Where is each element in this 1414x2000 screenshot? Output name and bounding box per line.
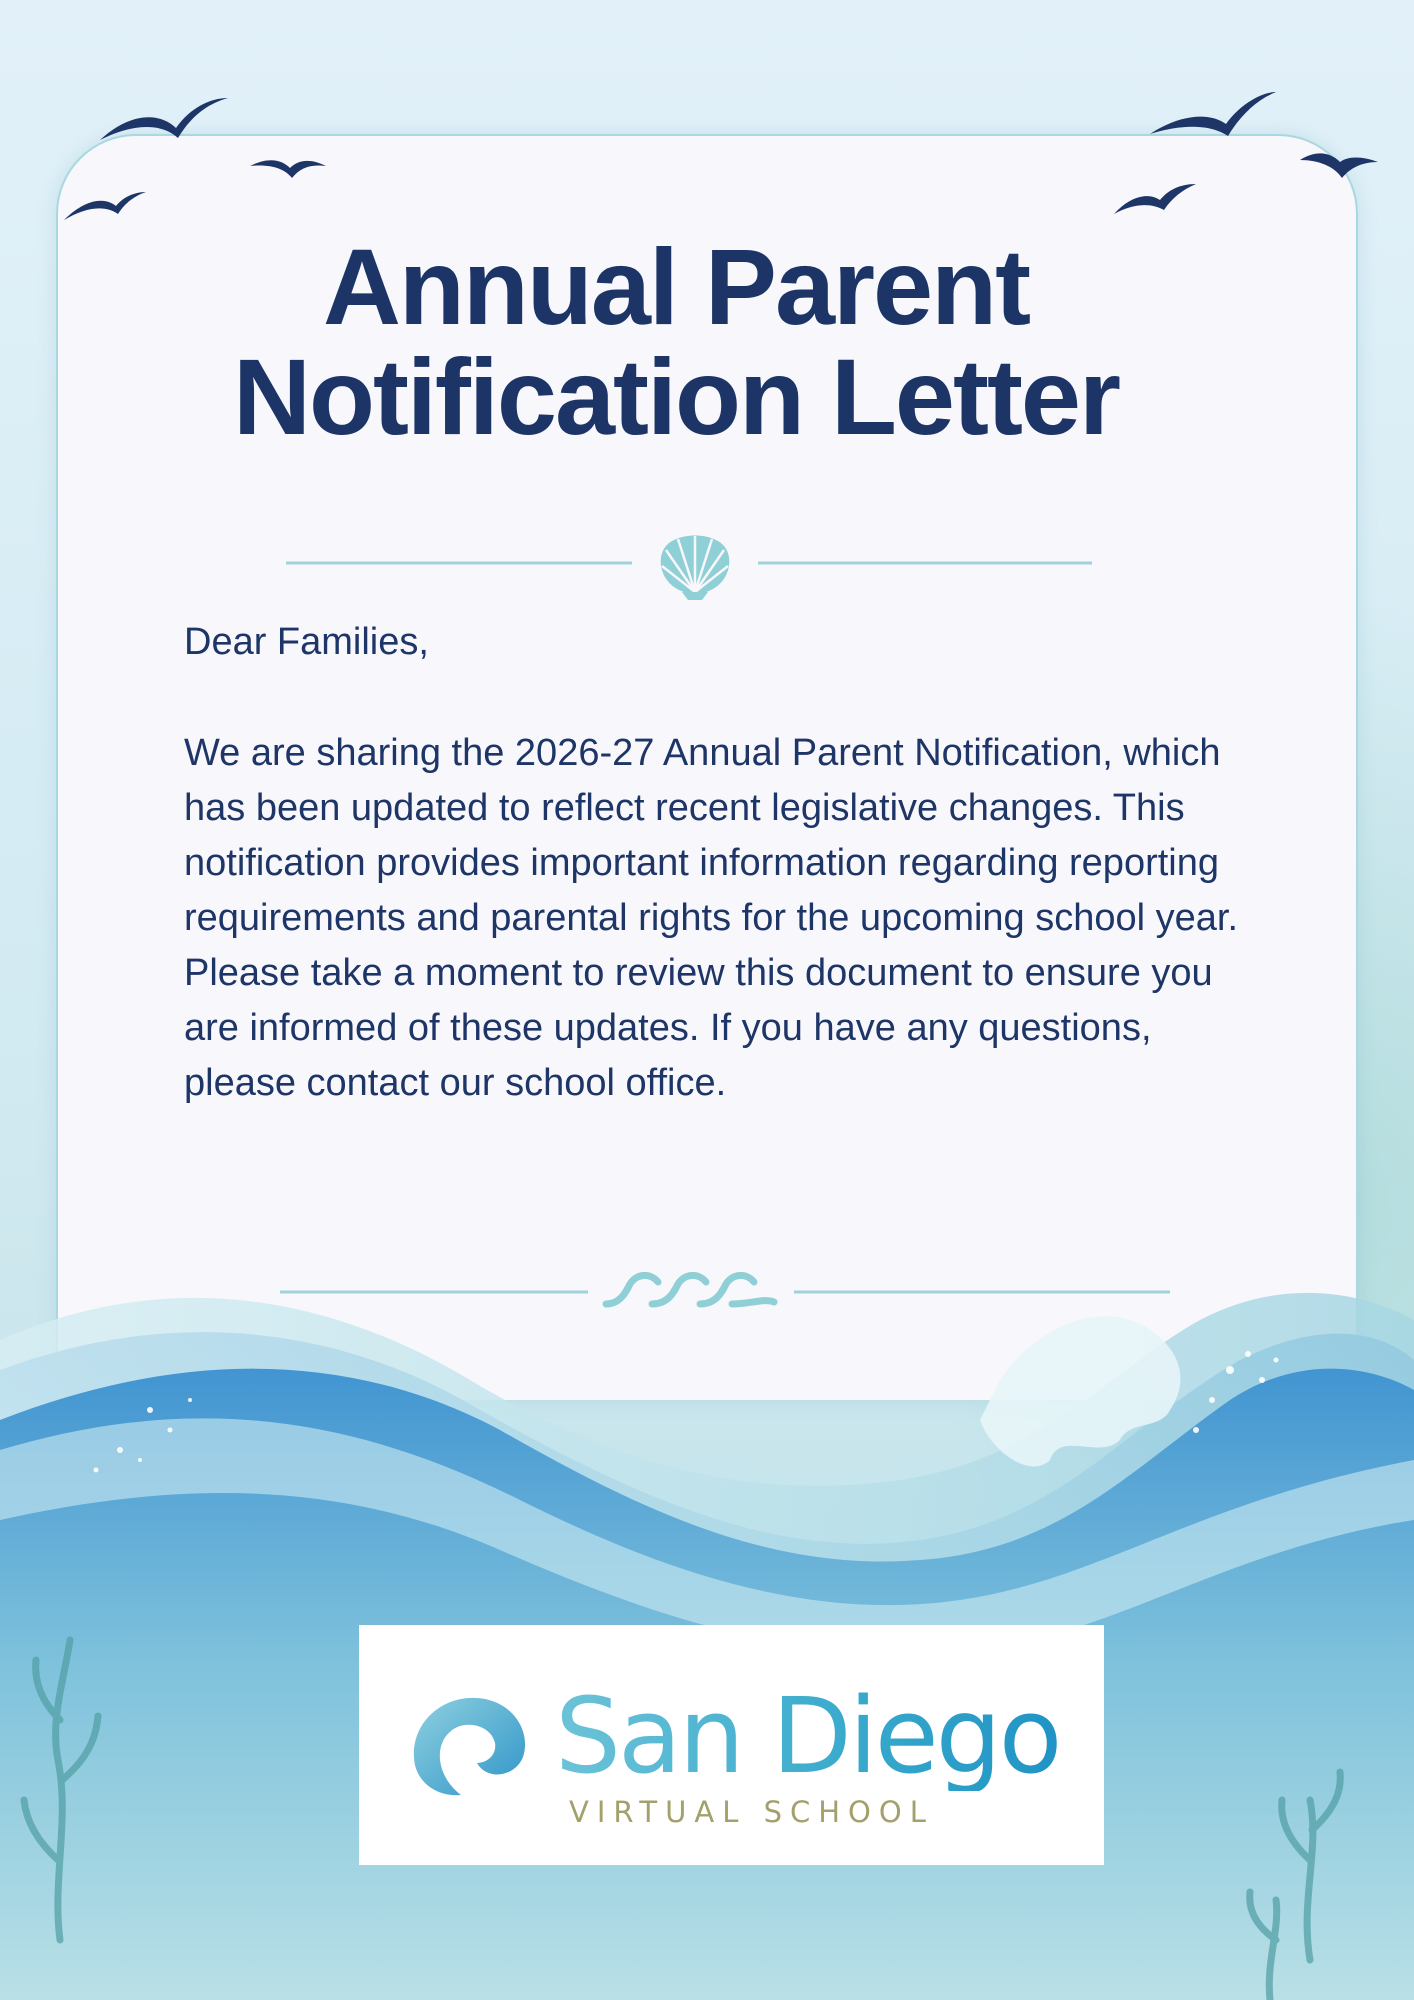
school-logo — [359, 1625, 1104, 1865]
seagull-icon — [0, 0, 1414, 260]
title-line-1: Annual Parent — [322, 226, 1030, 347]
seashell-icon — [661, 536, 730, 601]
top-divider — [286, 530, 1092, 600]
page-title — [56, 226, 1296, 457]
salutation: Dear Families, — [184, 621, 429, 663]
title-line-2: Notification Letter — [232, 336, 1119, 457]
logo-name: San Diego — [555, 1675, 1060, 1797]
logo-tagline: VIRTUAL SCHOOL — [569, 1795, 934, 1829]
wave-swirl-icon — [403, 1685, 533, 1815]
letter-body: We are sharing the 2026-27 Annual Parent Notification, which has been updated to reflect recent legislative changes. This notification provides important information regarding reporting requirements and parental rights for the upcoming school year. Please take a moment to review this document to ensure you are informed of these updates. If you have any questions, please contact our school office. — [184, 732, 1239, 1104]
